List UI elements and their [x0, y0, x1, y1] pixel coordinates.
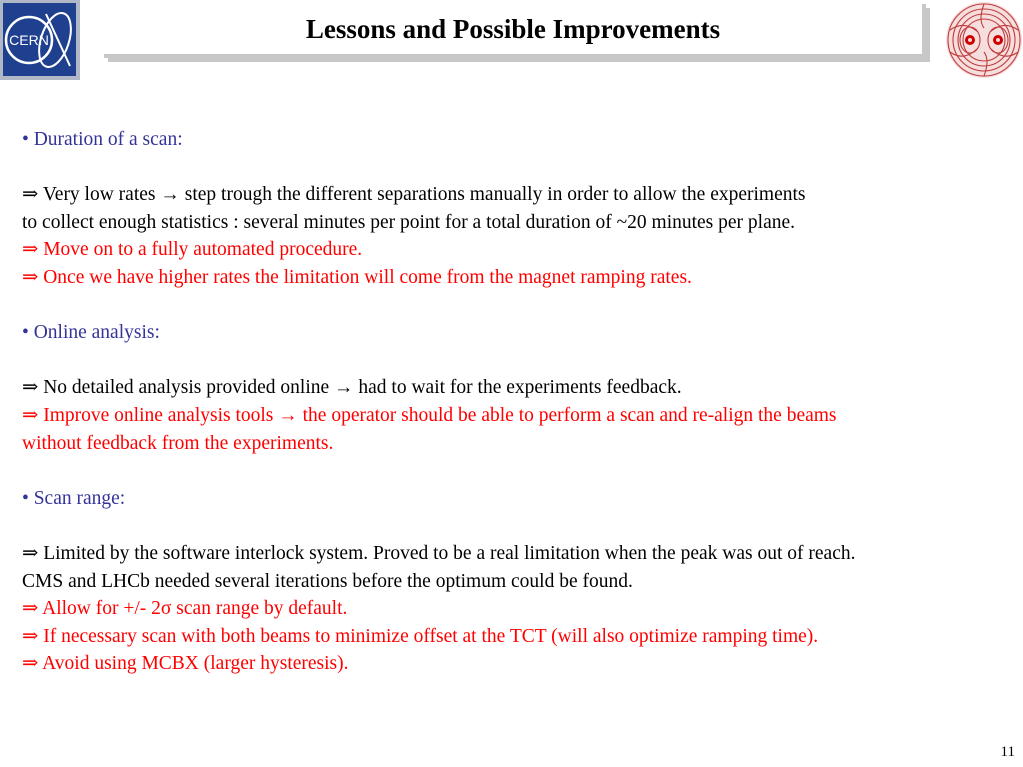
blank-line	[22, 154, 1017, 182]
bullet-line: to collect enough statistics : several minutes per point for a total duration of ~20 minutes per plane.	[22, 211, 796, 233]
title-bar	[104, 4, 926, 58]
bullet-line: ⇒ Improve online analysis tools → the operator should be able to perform a scan and re-align the beams	[22, 404, 837, 426]
bullet-line: ⇒ Once we have higher rates the limitation will come from the magnet ramping rates.	[22, 266, 692, 288]
page-number: 11	[1000, 744, 1015, 760]
bullet-line: ⇒ Allow for +/- 2σ scan range by default.	[22, 598, 348, 620]
section-heading: • Scan range:	[22, 487, 126, 509]
svg-text:CERN: CERN	[9, 32, 49, 48]
blank-line	[22, 457, 1017, 485]
cern-logo	[0, 0, 80, 80]
lhc-collision-logo	[944, 0, 1023, 80]
page-title: Lessons and Possible Improvements	[305, 14, 721, 44]
bullet-line: ⇒ Very low rates → step trough the different separations manually in order to allow the experiments	[22, 184, 806, 206]
bullet-line: ⇒ No detailed analysis provided online → had to wait for the experiments feedback.	[22, 377, 682, 399]
slide-body	[22, 126, 1017, 678]
section-heading: • Online analysis:	[22, 322, 160, 344]
bullet-line: ⇒ Avoid using MCBX (larger hysteresis).	[22, 653, 349, 675]
blank-line	[22, 512, 1017, 540]
blank-line	[22, 347, 1017, 375]
bullet-line: without feedback from the experiments.	[22, 432, 334, 454]
bullet-line: CMS and LHCb needed several iterations before the optimum could be found.	[22, 570, 633, 592]
blank-line	[22, 292, 1017, 320]
bullet-line: ⇒ Move on to a fully automated procedure.	[22, 239, 363, 261]
bullet-line: ⇒ Limited by the software interlock system. Proved to be a real limitation when the peak was out of reach.	[22, 542, 856, 564]
section-heading: • Duration of a scan:	[22, 129, 183, 150]
bullet-line: ⇒ If necessary scan with both beams to minimize offset at the TCT (will also optimize ramping time).	[22, 625, 819, 647]
